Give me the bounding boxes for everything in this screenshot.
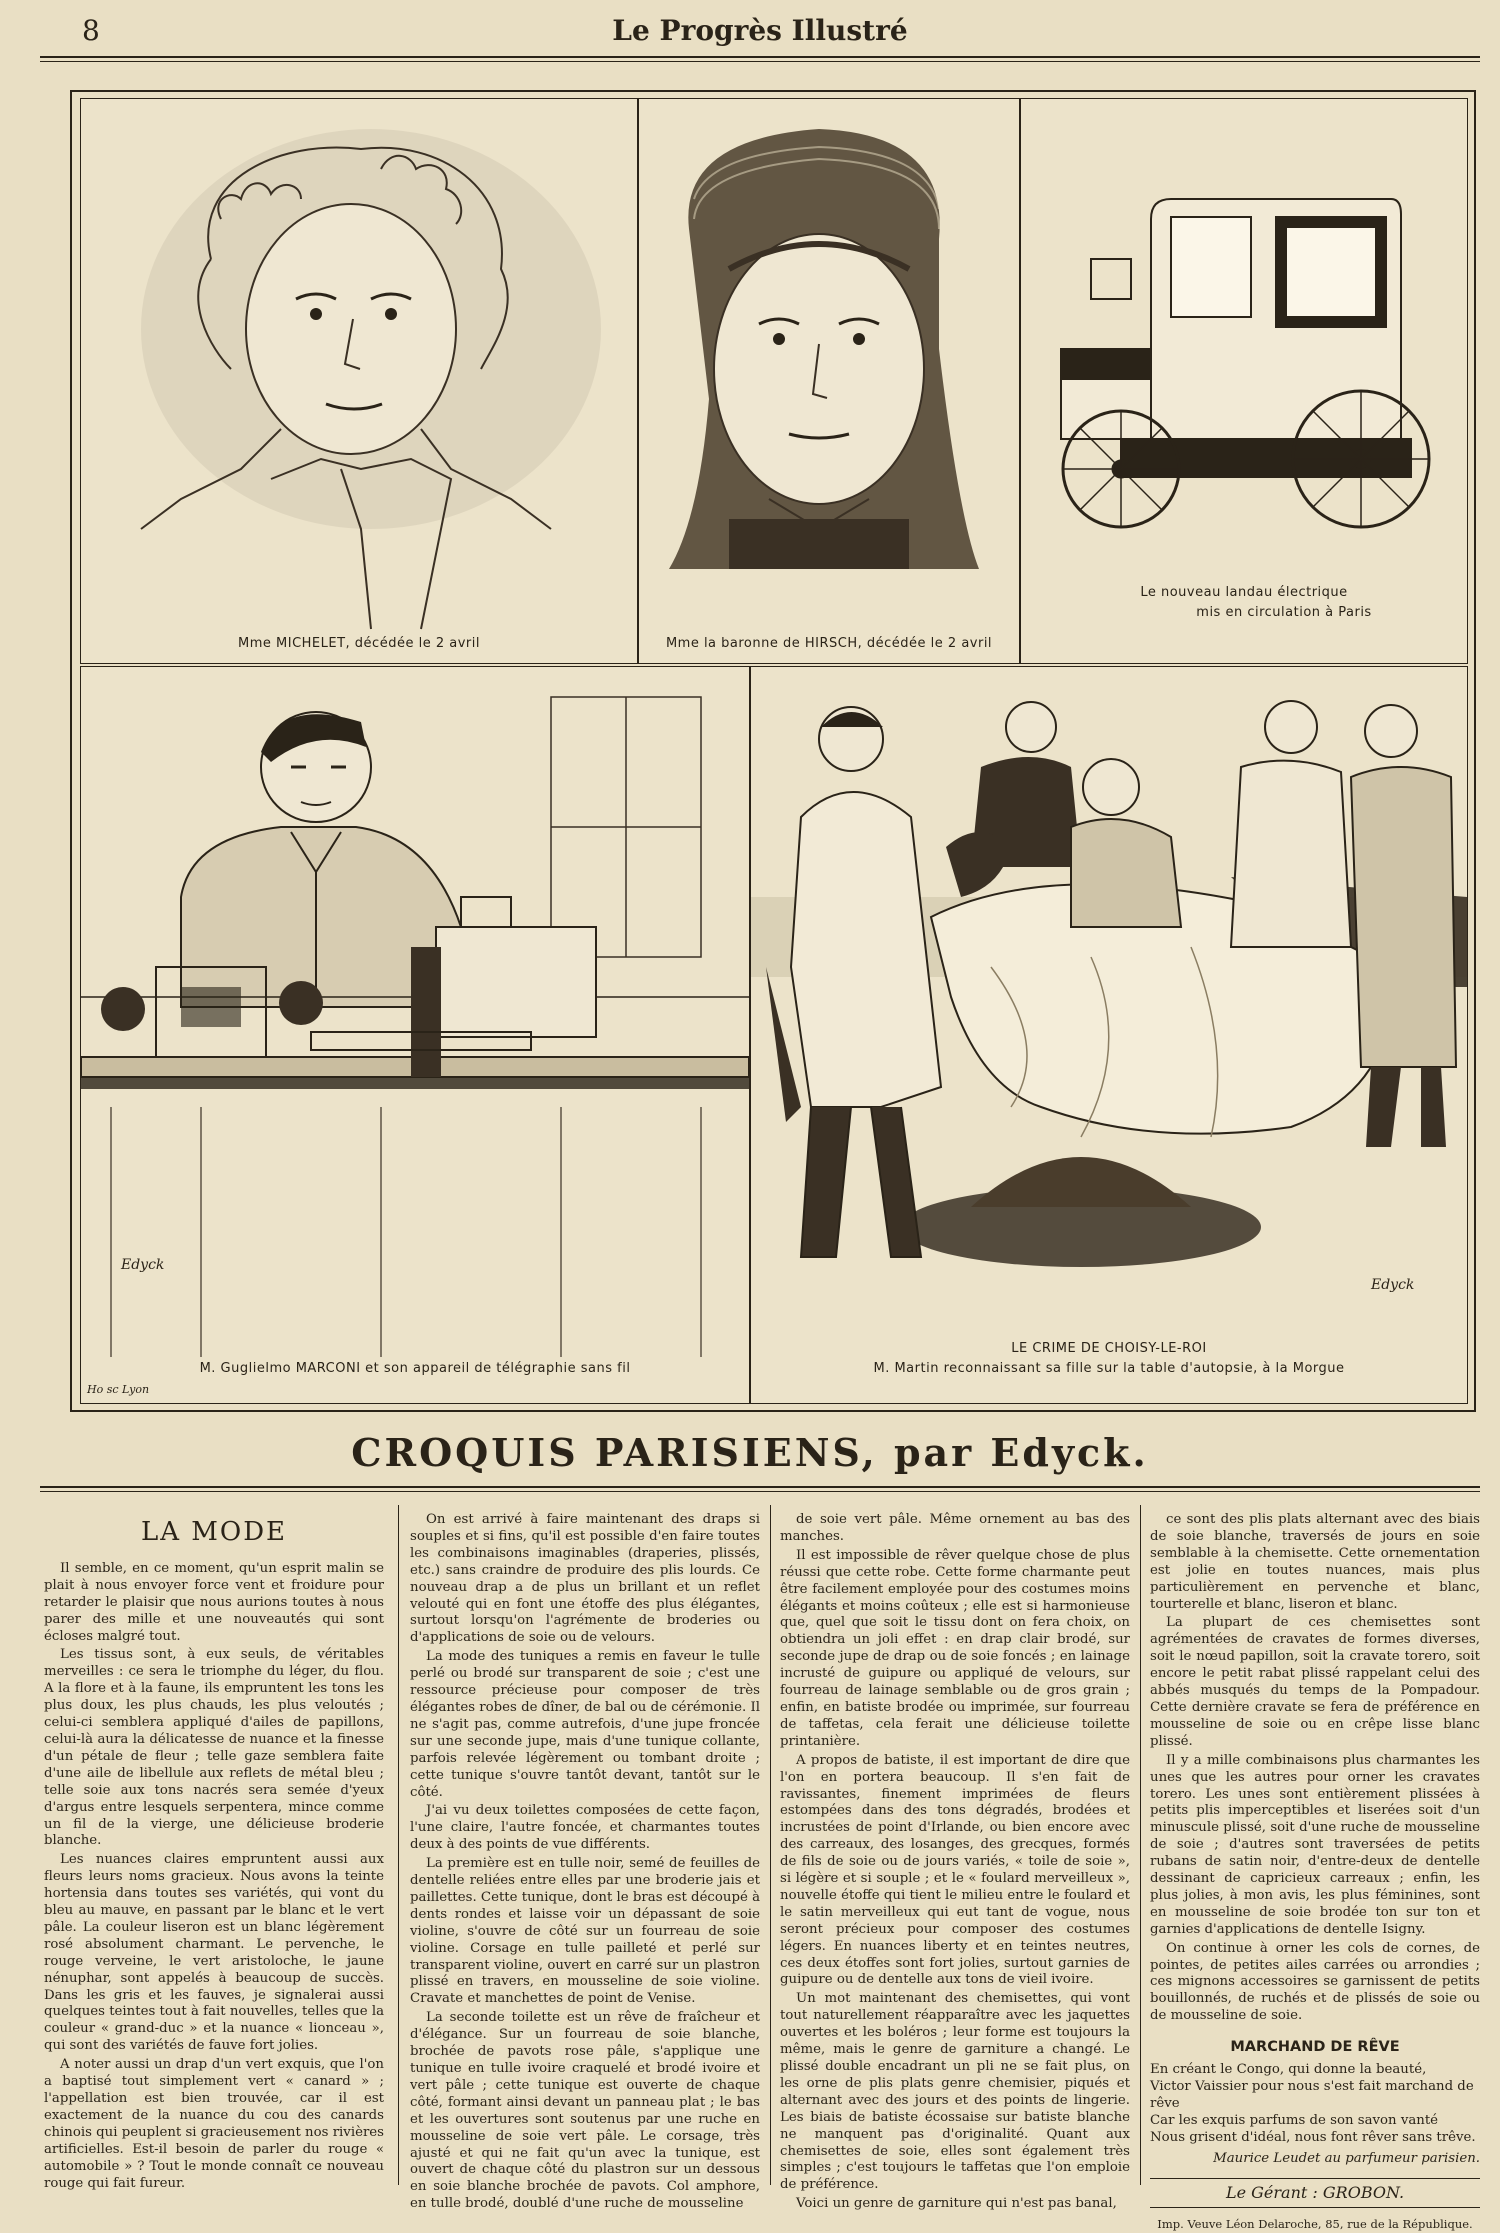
panel-landau xyxy=(1020,98,1468,664)
poem-line: Nous grisent d'idéal, nous font rêver sans trêve. xyxy=(1150,2129,1476,2145)
poem-line: Car les exquis parfums de son savon vanté xyxy=(1150,2112,1439,2128)
artist-signature: Edyck xyxy=(121,1257,165,1273)
paragraph: J'ai vu deux toilettes composées de cette façon, l'une claire, l'autre foncée, et charmantes toutes deux à des points de vue différents. xyxy=(410,1803,760,1853)
caption-michelet: Mme MICHELET, décédée le 2 avril xyxy=(238,636,480,651)
column-rule-2 xyxy=(770,1505,771,2185)
article-heading: LA MODE xyxy=(140,1517,288,1547)
paragraph: Un mot maintenant des chemisettes, qui vont tout naturellement réapparaître avec les jaquettes ouvertes et les boléros ; leur forme est toujours la même, mais le genre de garniture a changé. Le plissé double encadrant un pli ne se fait plus, on les orne de plis plats genre chemisier, piqués et alternant avec des jours et des points de lingerie. Les biais de batiste écossaise sur batiste blanche ne manquent pas d'originalité. Quant aux chemisettes de soie, elles sont également très simples ; c'est toujours le taffetas que l'on emploie de préférence. xyxy=(780,1991,1130,2193)
poem-line: Victor Vaissier pour nous s'est fait marchand de rêve xyxy=(1150,2079,1474,2111)
article-column-4 xyxy=(1150,1512,1480,2232)
paragraph: de soie vert pâle. Même ornement au bas des manches. xyxy=(780,1512,1130,1544)
section-title: CROQUIS PARISIENS, par Edyck. xyxy=(351,1430,1149,1475)
gerant-line: Le Gérant : GROBON. xyxy=(1150,2178,1480,2209)
engraver-mark: Ho sc Lyon xyxy=(87,1383,150,1396)
paragraph: La première est en tulle noir, semé de feuilles de dentelle reliées entre elles par une broderie jais et paillettes. Cette tunique, dont le bras est découpé à dents rondes et laisse voir un dépassant de soie violine, s'ouvre de côté sur un fourreau de soie violine. Corsage en tulle pailleté et perlé sur transparent violine, ouvert en carré sur un plastron plissé en travers, en mousseline de soie violine. Cravate et manchettes de point de Venise. xyxy=(410,1856,760,2007)
caption-marconi: M. Guglielmo MARCONI et son appareil de télégraphie sans fil xyxy=(199,1361,631,1376)
morgue-scene-image xyxy=(751,667,1467,1317)
panel-hirsch xyxy=(638,98,1020,664)
paragraph: Il semble, en ce moment, qu'un esprit malin se plait à nous envoyer force vent et froidure pour retarder le plaisir que nous aurions toutes à nous parer des mille et une nouveautés qui sont écloses malgré tout. xyxy=(44,1560,384,1644)
paragraph: ce sont des plis plats alternant avec des biais de soie blanche, traversés de jours en soie semblable à la chemisette. Cette ornementation est jolie en toutes nuances, mais plus particulièrement en pervenche et blanc, tourterelle et blanc, liseron et blanc. xyxy=(1150,1512,1480,1612)
column-rule-3 xyxy=(1140,1505,1141,2185)
portrait-hirsch-image xyxy=(639,99,1019,663)
panel-michelet xyxy=(80,98,638,664)
paragraph: La plupart de ces chemisettes sont agrémentées de cravates de formes diverses, soit le nœud papillon, soit la cravate torero, soit encore le petit rabat plissé rappelant celui des abbés musqués du temps de la Pompadour. Cette dernière cravate se fera de préférence en mousseline de soie ou en crêpe lisse blanc plissé. xyxy=(1150,1615,1480,1749)
paragraph: Les nuances claires empruntent aussi aux fleurs leurs noms gracieux. Nous avons la teinte hortensia dans toutes ses variétés, qui vont du bleu au mauve, en passant par le blanc et le vert pâle. La couleur liseron est un blanc légèrement rosé absolument charmant. Le pervenche, le rouge verveine, le vert aristoloche, le jaune nénuphar, sont appelés à beaucoup de succès. Dans les gris et les fauves, je signalerai aussi quelques teintes tout à fait nouvelles, telles que la couleur « grand-duc » et la nuance « lionceau », qui sont des variétés de fauve fort jolies. xyxy=(44,1852,384,2054)
paragraph: Il y a mille combinaisons plus charmantes les unes que les autres pour orner les cravates torero. Les unes sont entièrement plissées à petits plis imperceptibles et liserées soit d'un minuscule plissé, soit d'une ruche de mousseline de soie ; d'autres sont traversées de petits rubans de satin noir, d'entre-deux de dentelle dessinant de capricieux carreaux ; enfin, les plus jolies, à mon avis, les plus féminines, sont en mousseline de soie brodée ton sur ton et garnies d'applications de dentelle Isigny. xyxy=(1150,1752,1480,1937)
newspaper-title: Le Progrès Illustré xyxy=(612,14,908,47)
page-number: 8 xyxy=(82,14,100,47)
masthead-rule-thin xyxy=(40,61,1480,62)
paragraph: A propos de batiste, il est important de dire que l'on en portera beaucoup. Il s'en fait de ravissantes, finement imprimées de fleurs estompées dans des tons dégradés, brodées et incrustées de point d'Irlande, ou bien encore avec des carreaux, des losanges, des grecques, formés de fils de soie ou de jours variés, « toile de soie », si légère et si souple ; et le « foulard merveilleux », nouvelle étoffe qui tient le milieu entre le foulard et le satin merveilleux qui eut tant de vogue, nous seront précieux pour composer des costumes légers. En nuances liberty et en teintes neutres, ces deux étoffes sont fort jolies, surtout garnies de guipure ou de dentelle aux tons de vieil ivoire. xyxy=(780,1752,1130,1988)
masthead xyxy=(40,14,1480,54)
paragraph: A noter aussi un drap d'un vert exquis, que l'on a baptisé tout simplement vert « canard » ; l'appellation est bien trouvée, car il est exactement de la nuance du cou des canards chinois qui peuplent si gracieusement nos rivières artificielles. Est-il besoin de parler du rouge « automobile » ? Tout le monde connaît ce nouveau rouge qui fait fureur. xyxy=(44,2057,384,2191)
poem-line: En créant le Congo, qui donne la beauté, xyxy=(1150,2062,1427,2078)
caption-landau-line2: mis en circulation à Paris xyxy=(1196,605,1372,620)
portrait-michelet-image xyxy=(81,99,637,663)
panel-choisy xyxy=(750,666,1468,1404)
masthead-rule xyxy=(40,56,1480,58)
paragraph: Il est impossible de rêver quelque chose de plus réussi que cette robe. Cette forme charmante peut être facilement employée pour des costumes moins élégants et moins coûteux ; elle est si harmonieuse que, quel que soit le tissu dont on fera choix, on obtiendra un joli effet : en drap clair brodé, sur seconde jupe de drap ou de soie foncés ; en lainage incrusté de guipure ou appliqué de velours, sur fourreau de lainage semblable ou de gros grain ; enfin, en batiste brodée ou imprimée, sur fourreau de taffetas, cela ferait une délicieuse toilette printanière. xyxy=(780,1547,1130,1749)
article-column-2 xyxy=(410,1512,760,2212)
caption-choisy-title: LE CRIME DE CHOISY-LE-ROI xyxy=(1011,1341,1207,1356)
paragraph: Voici un genre de garniture qui n'est pas banal, xyxy=(796,2196,1117,2212)
marconi-telegraph-image xyxy=(81,667,749,1357)
artist-signature-2: Edyck xyxy=(1371,1277,1415,1293)
paragraph: La seconde toilette est un rêve de fraîcheur et d'élégance. Sur un fourreau de soie blanche, brochée de pavots rose pâle, s'applique une tunique en tulle ivoire craquelé et brodé ivoire et vert pâle ; cette tunique est ouverte de chaque côté, formant ainsi devant un panneau plat ; le bas et les ouvertures sont soutenus par une ruche en mousseline de soie vert pâle. Le corsage, très ajusté et qui ne fait qu'un avec la tunique, est ouvert de chaque côté du plastron sur un dessous en soie blanche brochée de pavots. Col amphore, en tulle brodé, doublé d'une ruche de mousseline xyxy=(410,2010,760,2212)
caption-hirsch: Mme la baronne de HIRSCH, décédée le 2 avril xyxy=(665,636,993,651)
article-column-3 xyxy=(780,1512,1130,2212)
printer-imprint: Imp. Veuve Léon Delaroche, 85, rue de la République. xyxy=(1157,2217,1473,2232)
paragraph: On continue à orner les cols de cornes, de pointes, de petites ailes carrées ou arrondies ; ces mignons accessoires se garnissent de petits bouillonnés, de ruchés et de plissés de soie ou de mousseline de soie. xyxy=(1150,1940,1480,2024)
paragraph: La mode des tuniques a remis en faveur le tulle perlé ou brodé sur transparent de soie ; c'est une ressource précieuse pour composer de très élégantes robes de dîner, de bal ou de cérémonie. Il ne s'agit pas, comme autrefois, d'une jupe froncée sur une seconde jupe, mais d'une tunique collante, parfois relevée légèrement ou tombant droite ; cette tunique s'ouvre tantôt devant, tantôt sur le côté. xyxy=(410,1649,760,1800)
paragraph: On est arrivé à faire maintenant des draps si souples et si fins, qu'il est possible d'en faire toutes les combinaisons imaginables (draperies, plissés, etc.) sans craindre de produire des plis lourds. Ce nouveau drap a de plus un brillant et un reflet velouté qui en font une étoffe des plus élégantes, surtout lorsqu'on l'agrémente de broderies ou d'applications de soie ou de velours. xyxy=(410,1512,760,1646)
panel-marconi xyxy=(80,666,750,1404)
caption-choisy-sub: M. Martin reconnaissant sa fille sur la table d'autopsie, à la Morgue xyxy=(873,1361,1345,1376)
poem-title: MARCHAND DE RÊVE xyxy=(1230,2039,1400,2056)
caption-landau-line1: Le nouveau landau électrique xyxy=(1140,585,1348,600)
poem-author: Maurice Leudet au parfumeur parisien. xyxy=(1213,2150,1480,2166)
electric-landau-image xyxy=(1021,99,1467,519)
title-rule-thin xyxy=(40,1491,1480,1492)
article-column-1 xyxy=(44,1512,384,2191)
illustration-frame xyxy=(70,90,1476,1412)
paragraph: Les tissus sont, à eux seuls, de véritables merveilles : ce sera le triomphe du léger, du flou. A la flore et à la faune, ils empruntent les tons les plus doux, les plus chauds, les plus veloutés ; celui-ci semblera appliqué d'ailes de papillons, celui-là aura la délicatesse de nuance et la finesse d'un pétale de fleur ; telle gaze semblera faite d'une aile de libellule aux reflets de métal bleu ; telle soie aux tons nacrés sera semée d'yeux d'argus entre lesquels serpentera, mince comme un fil de la vierge, une délicieuse broderie blanche. xyxy=(44,1647,384,1849)
column-rule-1 xyxy=(398,1505,399,2185)
title-rule xyxy=(40,1486,1480,1488)
